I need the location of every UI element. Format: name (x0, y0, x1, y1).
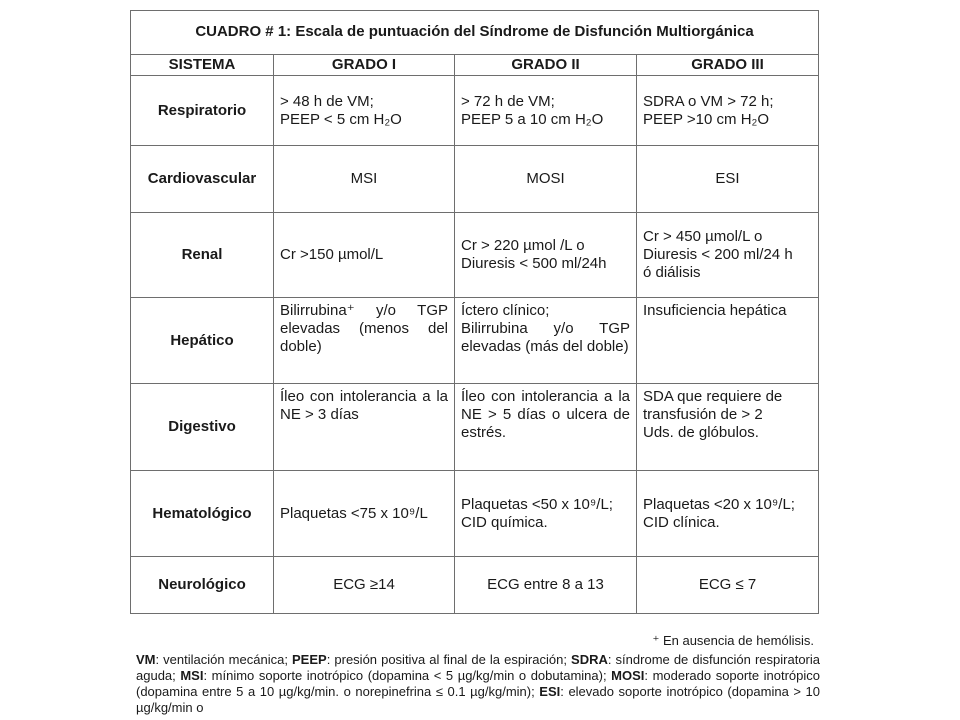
system-label: Neurológico (131, 557, 274, 614)
system-label: Renal (131, 213, 274, 298)
legend-term: MOSI (611, 668, 645, 683)
grade-cell: Cr >150 µmol/L (274, 213, 455, 298)
cell-line: Plaquetas <20 x 10⁹/L; (643, 495, 795, 513)
cell-line: Plaquetas <50 x 10⁹/L; (461, 495, 613, 513)
legend-definition: : moderado soporte inotrópico (dopamina entre 5 a 10 µg/kg/min. o norepinefrina ≤ 0.1 µg/kg/min); (136, 668, 820, 699)
grade-cell (637, 384, 819, 471)
cell-line: Cr > 450 µmol/L o (643, 228, 763, 245)
grade-cell: ESI (637, 146, 819, 213)
grade-cell (455, 76, 637, 146)
header-sistema: SISTEMA (131, 55, 274, 76)
cell-line: PEEP >10 cm H₂O (643, 110, 770, 128)
cell-line: CID química. (461, 513, 548, 531)
cell-line: SDA que requiere de (643, 388, 783, 405)
grade-cell (637, 76, 819, 146)
table-row (131, 471, 819, 557)
table-row (131, 76, 819, 146)
legend-definition: : presión positiva al final de la espiración; (326, 652, 572, 667)
grade-cell (637, 213, 819, 298)
grade-cell: Plaquetas <75 x 10⁹/L (274, 471, 455, 557)
table-title: CUADRO # 1: Escala de puntuación del Síndrome de Disfunción Multiorgánica (131, 11, 819, 55)
system-label: Hepático (131, 298, 274, 384)
grade-cell: ECG ≥14 (274, 557, 455, 614)
system-label: Respiratorio (131, 76, 274, 146)
header-grado-2: GRADO II (455, 55, 637, 76)
cell-line: transfusión de > 2 (643, 406, 763, 423)
cell-line: CID clínica. (643, 513, 720, 531)
legend-term: MSI (180, 668, 204, 683)
system-label: Cardiovascular (131, 146, 274, 213)
system-label: Digestivo (131, 384, 274, 471)
table-row (131, 384, 819, 471)
legend-term: ESI (539, 684, 561, 699)
table-row (131, 557, 819, 614)
legend-term: PEEP (292, 652, 327, 667)
legend-definition: : síndrome de disfunción respiratoria aguda; (136, 652, 820, 683)
cell-line: Uds. de glóbulos. (643, 424, 759, 441)
table-row (131, 213, 819, 298)
cell-line: Diuresis < 200 ml/24 h (643, 246, 793, 263)
cell-line: PEEP < 5 cm H₂O (280, 110, 402, 128)
grade-cell (637, 471, 819, 557)
cell-line: ó diálisis (643, 264, 701, 281)
system-label: Hematológico (131, 471, 274, 557)
grade-cell (455, 298, 637, 384)
table-row (131, 298, 819, 384)
grade-cell: ECG entre 8 a 13 (455, 557, 637, 614)
cell-line: Diuresis < 500 ml/24h (461, 255, 607, 272)
cell-line: Íctero clínico; (461, 302, 550, 319)
legend-definition: : ventilación mecánica; (155, 652, 293, 667)
grade-cell: Íleo con intolerancia a la NE > 5 días o ulcera de estrés. (455, 384, 637, 471)
legend-term: SDRA (571, 652, 608, 667)
legend-term: VM (136, 652, 156, 667)
abbreviations-legend (136, 652, 820, 716)
legend-definition: : mínimo soporte inotrópico (dopamina < 5 µg/kg/min o dobutamina); (203, 668, 612, 683)
grade-cell: MSI (274, 146, 455, 213)
grade-cell: Íleo con intolerancia a la NE > 3 días (274, 384, 455, 471)
grade-cell: Bilirrubina⁺ y/o TGP elevadas (menos del doble) (274, 298, 455, 384)
header-grado-1: GRADO I (274, 55, 455, 76)
legend-definition: : elevado soporte inotrópico (dopamina > 10 µg/kg/min o (136, 684, 821, 715)
cell-line: Bilirrubina y/o TGP elevadas (más del doble) (461, 320, 630, 355)
grade-cell (455, 213, 637, 298)
grade-cell: ECG ≤ 7 (637, 557, 819, 614)
grade-cell (274, 76, 455, 146)
grade-cell: MOSI (455, 146, 637, 213)
cell-line: SDRA o VM > 72 h; (643, 92, 774, 110)
footnote-hemolysis: ⁺ En ausencia de hemólisis. (652, 633, 814, 648)
mods-score-table (130, 10, 819, 614)
cell-line: > 48 h de VM; (280, 92, 374, 110)
cell-line: PEEP 5 a 10 cm H₂O (461, 110, 604, 128)
grade-cell (455, 471, 637, 557)
grade-cell: Insuficiencia hepática (637, 298, 819, 384)
cell-line: > 72 h de VM; (461, 92, 555, 110)
cell-line: Cr > 220 µmol /L o (461, 237, 585, 254)
table-row (131, 146, 819, 213)
header-grado-3: GRADO III (637, 55, 819, 76)
